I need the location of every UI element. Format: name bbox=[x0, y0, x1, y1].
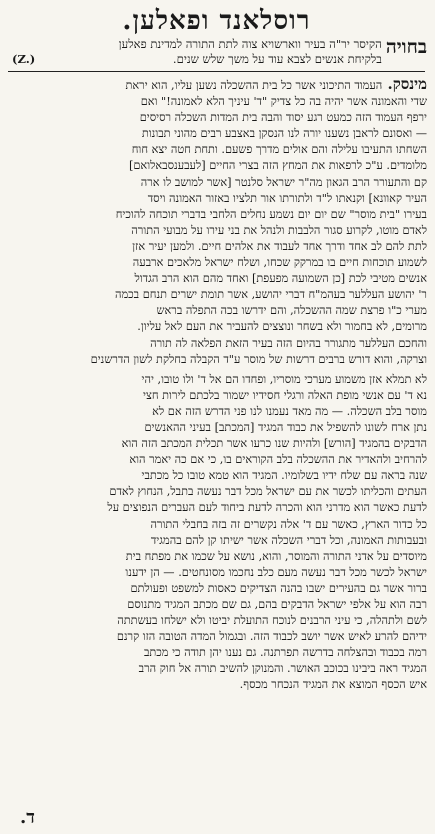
article-line: ברור אשר גם בהעירים ישבו בהנה הצדיקים כאסות למשפט ופעולתם bbox=[130, 581, 427, 595]
article-line: ירפף העמוד הזה כמעט רגע יסוד והבה בית המדות השכלה רסיסים bbox=[139, 111, 427, 125]
article-line: נתן ארח לשונו להשפיל את כבוד המגיד [המכתב] בעיני ההאנשים bbox=[144, 420, 427, 434]
article-line: העתים והכליתו לכשר את עם ישראל מכל דבר נעשה בתבל, הנחוץ לאדם bbox=[109, 485, 427, 499]
article-line: השחתו התעיבו עלילה והם אולים מדרך פשעם. ותחת חטה יצא חוח bbox=[131, 143, 427, 157]
article-line: והחכם העללער מתגורר בהיום הזה בעיר הזאת הפלאה לה תורה bbox=[150, 336, 427, 350]
section-divider bbox=[8, 71, 425, 72]
dateline-city: מינסק. bbox=[382, 76, 427, 93]
news-brief-line: הקיסר יר"ה בעיר ווארשויא צוה לתת התורה למדינת פאלען bbox=[118, 37, 382, 51]
article-line: כל כדור הארץ, כאשר עם ד' אלה נקשרים זה בזה בחבלי התורה bbox=[150, 517, 427, 531]
article-line: רבה הוא על אלפי ישראל הדבקים בהם, גם שם מכתב המגיד מתנוסם bbox=[127, 598, 427, 611]
article-line: מיוסדים על אדני התורה והמוסר, והוא, נושא על שכמו את מפתח בית bbox=[125, 549, 427, 563]
article-line: לשמוע תוכחות חיים בו במרקק שכחו, ושלח ישראל מלאכים ארבעה bbox=[132, 256, 427, 270]
article-line: קם והתעורר הרב הגאון מה"ר ישראל סלנטר [אשר למושב לו ארה bbox=[140, 175, 427, 189]
article-line: ישראל לכשר מכל דבר נעשה מעם כלב נחכמו מסונחטים. — הן ידענו bbox=[125, 565, 427, 579]
news-brief bbox=[6, 37, 427, 67]
article-line: שדי והאמונה אשר יהיה בה כל צדיק "ד' עיניך הלא לאמונה!" ואם bbox=[140, 95, 427, 109]
article-line: לתת להם לב אחד ודרך אחד לעבוד את אלהים חיים. ולמען יעיר אזן bbox=[132, 239, 427, 253]
article-line-text: העמוד התיכוני אשר כל בית ההשכלה נשען עליו, הוא יראת bbox=[125, 79, 383, 92]
article-body bbox=[6, 76, 427, 694]
article-line: — ואסונם לראבן נשענו יורה לנו הנסקן באצבע רבים מהוני תבונות bbox=[141, 127, 427, 141]
article-line: ובעבותות האמונה, וכל דברי השכלה אשר ישיתו קן להם בהמגיד bbox=[150, 533, 427, 547]
article-line: מוסר בלב השכלה. — מה מאד נעמנו לנו פני הדרש הזה אם לא bbox=[152, 404, 427, 418]
article-line: לא תמלא אזן משמוע מערכי מוסריו, ופחדו הם אל ד' ולו טובו, יהי bbox=[141, 372, 427, 386]
article-line: הדבקים בהמגיד [הורש] ולהיות שנו כרעו אשר תכלית המכתב הזה הוא bbox=[121, 437, 427, 451]
article-line: נא ד' עם אנשי מופת האלה ורגלי חסידיו ישמור בלכתם לירות חצי bbox=[142, 388, 427, 402]
source-reference: (Z.) bbox=[12, 52, 36, 66]
news-brief-line bbox=[6, 52, 382, 67]
article-line: ר' יהושע העללער בעהמ"ח דברי יהושע, אשר תומת ישרים תנחם בכמה bbox=[114, 288, 427, 302]
article-line: וצרקה, והוא דורש ברבים דרשות של מוסר ע"ד הקבלה בחלקת לשון הדרשנים bbox=[90, 352, 427, 366]
article-line: אנשים מטיבי לכת [כן השמועה מפעפת] ואחד מהם הוא הרב הגדול bbox=[134, 272, 427, 286]
author-signature: ד. bbox=[20, 807, 35, 828]
article-line: מלומדים. ע"כ לרפאות את המחץ הזה בצרי החיים [לעבענסבאלואם] bbox=[128, 159, 427, 173]
page-headline: רוסלאנד ופאלען. bbox=[122, 6, 311, 36]
article-line: ידיהם להרע לאיש אשר יושב לכבוד הזה. ובגמול המדה הטובה הזו קרנם bbox=[116, 630, 427, 644]
article-line: לאדם מוטו, לקרוע סגור הלבבות ולנהל את בני עירו על מבועי התורה bbox=[131, 223, 427, 237]
article-line: מרומים, לא בחמור ולא בשחר ונוצצים להעביר את העם לאל עליון. bbox=[137, 320, 427, 334]
article-line bbox=[6, 76, 427, 94]
article-line: איש הכסף המוצא את המגיד הנכחר מכסף. bbox=[239, 678, 427, 692]
article-line: להרחיב ולהאדיר את ההשכלה בלב הקוראים בו, כי אם כה יאמר הוא bbox=[129, 453, 427, 467]
article-line: לדעת כאשר הוא מדרני הוא והכרה לדעת ביחוד לעם העברים הנפוצים על bbox=[107, 501, 427, 515]
article-line: מערי כ"ו פרצת שמה ההשכלה, והם ידרשו בכה התפלה בראש bbox=[156, 304, 427, 318]
article-line: לשם ולתהלה, כי עיני הרבנים לנוכח התועלת יביטו ולא ישלחו בעשתתה bbox=[117, 614, 427, 628]
article-line: העיר קאוונא] וקנאתו ל"ד ולתורתו אור תלציו באזור האמונה ויסד bbox=[147, 191, 427, 205]
news-brief-label: בחויה bbox=[385, 36, 427, 58]
news-brief-text bbox=[6, 37, 382, 67]
article-line: בעירו "בית מוסר" שם יום יום נשמע נחלים הלחבי בדברי תוכחה להוכיח bbox=[115, 207, 427, 221]
article-line: המגיד ראה ביבינו בכוכב האושר. והמנוקן להשיב תורה אל חוק הרב bbox=[138, 662, 427, 676]
news-brief-line-text: בלקיחת אנשים לצבא עוד על משך שלש שנים. bbox=[172, 52, 382, 66]
article-line: רמה בכבוד ובהצלחה בדרשה תפרתנה. גם נענו יהן תודה כי מכתב bbox=[143, 646, 427, 660]
article-line: שנה בראה עם שלח ידיו בשלומיו. המגיד הוא טמא טובו כל מכתבי bbox=[141, 469, 427, 483]
